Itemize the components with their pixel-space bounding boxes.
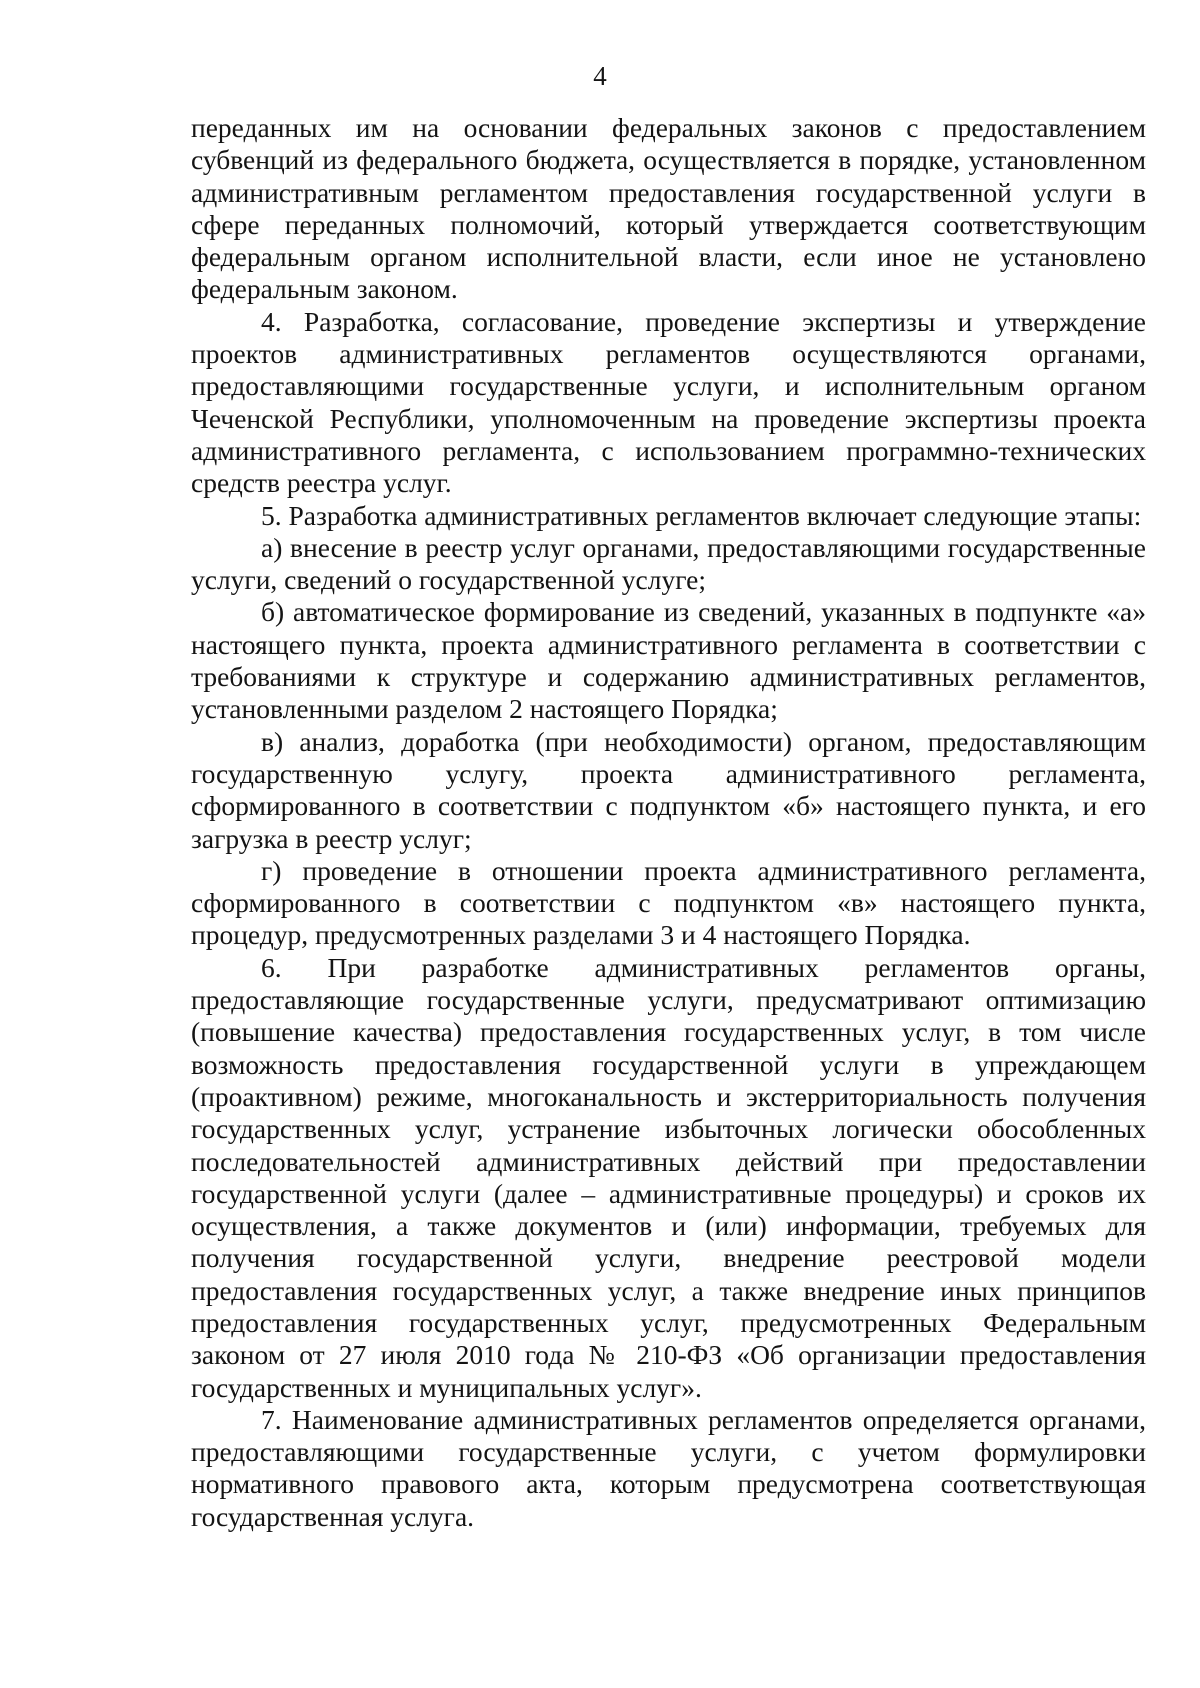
paragraph-item-5: 5. Разработка административных регламентов включает следующие этапы: <box>261 499 1142 531</box>
subparagraph-a: а) внесение в реестр услуг органами, предоставляющими государственные услуги, сведений о государственной услуге; <box>191 531 1146 596</box>
subparagraph-g: г) проведение в отношении проекта административного регламента, сформированного в соответствии с подпунктом «в» настоящего пункта, процедур, предусмотренных разделами 3 и 4 настоящего Порядка. <box>191 854 1146 951</box>
paragraph-item-6: 6. При разработке административных регламентов органы, предоставляющие государственные услуги, предусматривают оптимизацию (повышение качества) предоставления государственных услуг, в том числе возможность предоставления государственной услуги в упреждающем (проактивном) режиме, многоканальность и экстерриториальность получения государственных услуг, устранение избыточных логически обособленных последовательностей административных действий при предоставлении государственной услуги (далее – административные процедуры) и сроков их осуществления, а также документов и (или) информации, требуемых для получения государственной услуги, внедрение реестровой модели предоставления государственных услуг, а также внедрение иных принципов предоставления государственных услуг, предусмотренных Федеральным законом от 27 июля 2010 года № 210-ФЗ «Об организации предоставления государственных и муниципальных услуг». <box>191 951 1146 1403</box>
document-body <box>191 112 1146 1533</box>
paragraph-item-7: 7. Наименование административных регламентов определяется органами, предоставляющими государственные услуги, с учетом формулировки нормативного правового акта, которым предусмотрена соответствующая государственная услуга. <box>191 1403 1146 1532</box>
subparagraph-b: б) автоматическое формирование из сведений, указанных в подпункте «а» настоящего пункта, проекта административного регламента в соответствии с требованиями к структуре и содержанию административных регламентов, установленными разделом 2 настоящего Порядка; <box>191 596 1146 725</box>
paragraph-item-4: 4. Разработка, согласование, проведение экспертизы и утверждение проектов административных регламентов осуществляются органами, предоставляющими государственные услуги, и исполнительным органом Чеченской Республики, уполномоченным на проведение экспертизы проекта административного регламента, с использованием программно-технических средств реестра услуг. <box>191 305 1146 499</box>
page-number: 4 <box>593 61 607 91</box>
subparagraph-v: в) анализ, доработка (при необходимости) органом, предоставляющим государственную услугу, проекта административного регламента, сформированного в соответствии с подпунктом «б» настоящего пункта, и его загрузка в реестр услуг; <box>191 725 1146 854</box>
paragraph-continuation: переданных им на основании федеральных законов с предоставлением субвенций из федерального бюджета, осуществляется в порядке, установленном административным регламентом предоставления государственной услуги в сфере переданных полномочий, который утверждается соответствующим федеральным органом исполнительной власти, если иное не установлено федеральным законом. <box>191 112 1146 305</box>
